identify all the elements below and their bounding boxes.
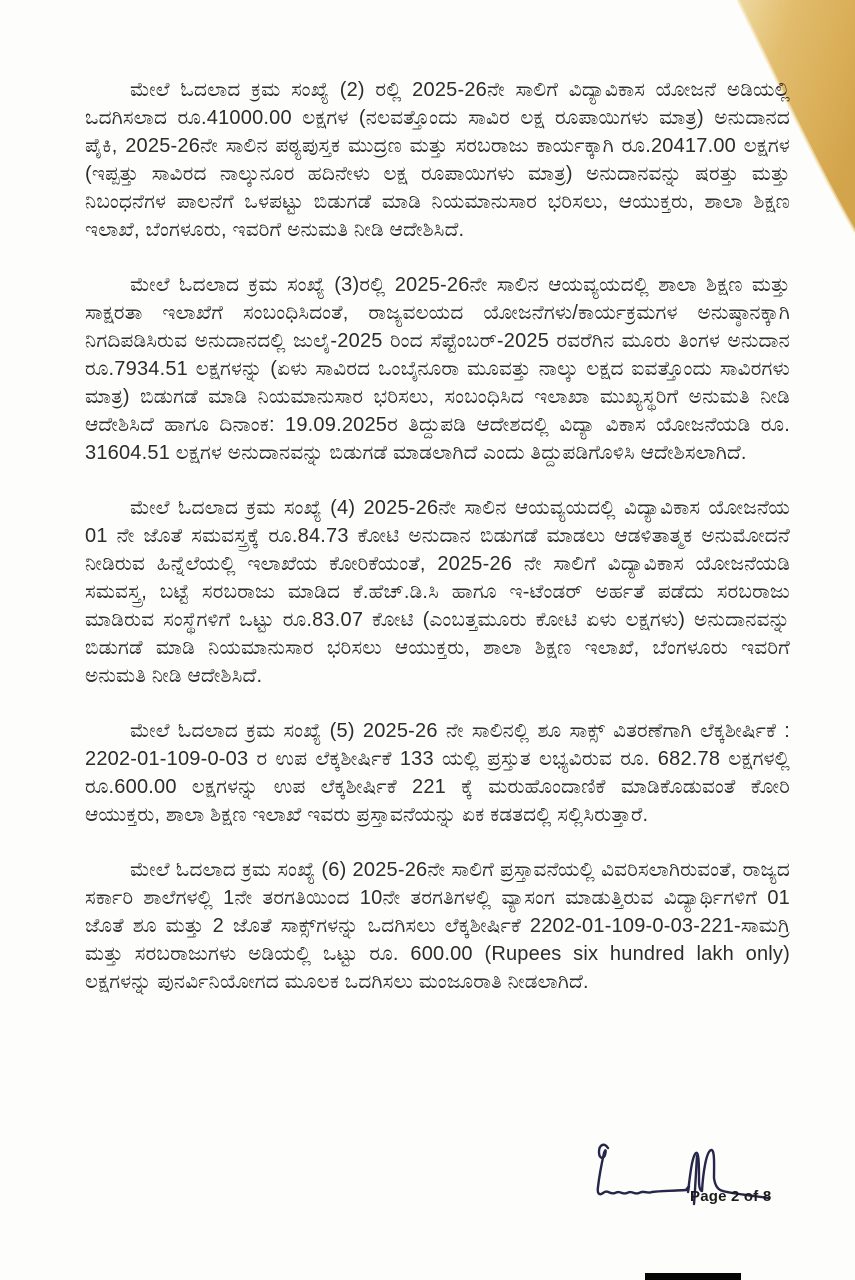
document-body [85, 76, 790, 1023]
scan-artifact-bar [645, 1273, 741, 1280]
paragraph-order-serial-4: ಮೇಲೆ ಓದಲಾದ ಕ್ರಮ ಸಂಖ್ಯೆ (4) 2025-26ನೇ ಸಾಲಿನ ಆಯವ್ಯಯದಲ್ಲಿ ವಿದ್ಯಾವಿಕಾಸ ಯೋಜನೆಯ 01 ನೇ ಜೊತೆ ಸಮವಸ್ತ್ರಕ್ಕೆ ರೂ.84.73 ಕೋಟಿ ಅನುದಾನ ಬಿಡುಗಡೆ ಮಾಡಲು ಆಡಳಿತಾತ್ಮಕ ಅನುಮೋದನೆ ನೀಡಿರುವ ಹಿನ್ನೆಲೆಯಲ್ಲಿ ಇಲಾಖೆಯ ಕೋರಿಕೆಯಂತೆ, 2025-26 ನೇ ಸಾಲಿಗೆ ವಿದ್ಯಾವಿಕಾಸ ಯೋಜನೆಯಡಿ ಸಮವಸ್ತ್ರ, ಬಟ್ಟೆ ಸರಬರಾಜು ಮಾಡಿದ ಕೆ.ಹೆಚ್.ಡಿ.ಸಿ ಹಾಗೂ ಇ-ಟೆಂಡರ್ ಅರ್ಹತೆ ಪಡೆದು ಸರಬರಾಜು ಮಾಡಿರುವ ಸಂಸ್ಥೆಗಳಿಗೆ ಒಟ್ಟು ರೂ.83.07 ಕೋಟಿ (ಎಂಬತ್ತಮೂರು ಕೋಟಿ ಏಳು ಲಕ್ಷಗಳು) ಅನುದಾನವನ್ನು ಬಿಡುಗಡೆ ಮಾಡಿ ನಿಯಮಾನುಸಾರ ಭರಿಸಲು ಆಯುಕ್ತರು, ಶಾಲಾ ಶಿಕ್ಷಣ ಇಲಾಖೆ, ಬೆಂಗಳೂರು ಇವರಿಗೆ ಅನುಮತಿ ನೀಡಿ ಆದೇಶಿಸಿದೆ. [85, 497, 790, 687]
paragraph-order-serial-2: ಮೇಲೆ ಓದಲಾದ ಕ್ರಮ ಸಂಖ್ಯೆ (2) ರಲ್ಲಿ 2025-26ನೇ ಸಾಲಿಗೆ ವಿದ್ಯಾವಿಕಾಸ ಯೋಜನೆ ಅಡಿಯಲ್ಲಿ ಒದಗಿಸಲಾದ ರೂ.41000.00 ಲಕ್ಷಗಳ (ನಲವತ್ತೊಂದು ಸಾವಿರ ಲಕ್ಷ ರೂಪಾಯಿಗಳು ಮಾತ್ರ) ಅನುದಾನದ ಪೈಕಿ, 2025-26ನೇ ಸಾಲಿನ ಪಠ್ಯಪುಸ್ತಕ ಮುದ್ರಣ ಮತ್ತು ಸರಬರಾಜು ಕಾರ್ಯಕ್ಕಾಗಿ ರೂ.20417.00 ಲಕ್ಷಗಳ (ಇಪ್ಪತ್ತು ಸಾವಿರದ ನಾಲ್ಕುನೂರ ಹದಿನೇಳು ಲಕ್ಷ ರೂಪಾಯಿಗಳು ಮಾತ್ರ) ಅನುದಾನವನ್ನು ಷರತ್ತು ಮತ್ತು ನಿಬಂಧನೆಗಳ ಪಾಲನೆಗೆ ಒಳಪಟ್ಟು ಬಿಡುಗಡೆ ಮಾಡಿ ನಿಯಮಾನುಸಾರ ಭರಿಸಲು, ಆಯುಕ್ತರು, ಶಾಲಾ ಶಿಕ್ಷಣ ಇಲಾಖೆ, ಬೆಂಗಳೂರು, ಇವರಿಗೆ ಅನುಮತಿ ನೀಡಿ ಆದೇಶಿಸಿದೆ. [85, 79, 790, 241]
paragraph-order-serial-6: ಮೇಲೆ ಓದಲಾದ ಕ್ರಮ ಸಂಖ್ಯೆ (6) 2025-26ನೇ ಸಾಲಿಗೆ ಪ್ರಸ್ತಾವನೆಯಲ್ಲಿ ವಿವರಿಸಲಾಗಿರುವಂತೆ, ರಾಜ್ಯದ ಸರ್ಕಾರಿ ಶಾಲೆಗಳಲ್ಲಿ 1ನೇ ತರಗತಿಯಿಂದ 10ನೇ ತರಗತಿಗಳಲ್ಲಿ ವ್ಯಾಸಂಗ ಮಾಡುತ್ತಿರುವ ವಿದ್ಯಾರ್ಥಿಗಳಿಗೆ 01 ಜೊತೆ ಶೂ ಮತ್ತು 2 ಜೊತೆ ಸಾಕ್ಸ್‌ಗಳನ್ನು ಒದಗಿಸಲು ಲೆಕ್ಕಶೀರ್ಷಿಕೆ 2202-01-109-0-03-221-ಸಾಮಗ್ರಿ ಮತ್ತು ಸರಬರಾಜುಗಳು ಅಡಿಯಲ್ಲಿ ಒಟ್ಟು ರೂ. 600.00 (Rupees six hundred lakh only) ಲಕ್ಷಗಳನ್ನು ಪುನರ್ವಿನಿಯೋಗದ ಮೂಲಕ ಒದಗಿಸಲು ಮಂಜೂರಾತಿ ನೀಡಲಾಗಿದೆ. [85, 859, 790, 993]
paragraph-order-serial-5: ಮೇಲೆ ಓದಲಾದ ಕ್ರಮ ಸಂಖ್ಯೆ (5) 2025-26 ನೇ ಸಾಲಿನಲ್ಲಿ ಶೂ ಸಾಕ್ಸ್ ವಿತರಣೆಗಾಗಿ ಲೆಕ್ಕಶೀರ್ಷಿಕೆ : 2202-01-109-0-03 ರ ಉಪ ಲೆಕ್ಕಶೀರ್ಷಿಕೆ 133 ಯಲ್ಲಿ ಪ್ರಸ್ತುತ ಲಭ್ಯವಿರುವ ರೂ. 682.78 ಲಕ್ಷಗಳಲ್ಲಿ ರೂ.600.00 ಲಕ್ಷಗಳನ್ನು ಉಪ ಲೆಕ್ಕಶೀರ್ಷಿಕೆ 221 ಕ್ಕೆ ಮರುಹೊಂದಾಣಿಕೆ ಮಾಡಿಕೊಡುವಂತೆ ಕೋರಿ ಆಯುಕ್ತರು, ಶಾಲಾ ಶಿಕ್ಷಣ ಇಲಾಖೆ ಇವರು ಪ್ರಸ್ತಾವನೆಯನ್ನು ಏಕ ಕಡತದಲ್ಲಿ ಸಲ್ಲಿಸಿರುತ್ತಾರೆ. [85, 720, 790, 826]
paragraph-order-serial-3: ಮೇಲೆ ಓದಲಾದ ಕ್ರಮ ಸಂಖ್ಯೆ (3)ರಲ್ಲಿ 2025-26ನೇ ಸಾಲಿನ ಆಯವ್ಯಯದಲ್ಲಿ ಶಾಲಾ ಶಿಕ್ಷಣ ಮತ್ತು ಸಾಕ್ಷರತಾ ಇಲಾಖೆಗೆ ಸಂಬಂಧಿಸಿದಂತೆ, ರಾಜ್ಯವಲಯದ ಯೋಜನೆಗಳು/ಕಾರ್ಯಕ್ರಮಗಳ ಅನುಷ್ಠಾನಕ್ಕಾಗಿ ನಿಗದಿಪಡಿಸಿರುವ ಅನುದಾನದಲ್ಲಿ ಜುಲೈ-2025 ರಿಂದ ಸೆಪ್ಟೆಂಬರ್-2025 ರವರೆಗಿನ ಮೂರು ತಿಂಗಳ ಅನುದಾನ ರೂ.7934.51 ಲಕ್ಷಗಳನ್ನು (ಏಳು ಸಾವಿರದ ಒಂಬೈನೂರಾ ಮೂವತ್ತು ನಾಲ್ಕು ಲಕ್ಷದ ಐವತ್ತೊಂದು ಸಾವಿರಗಳು ಮಾತ್ರ) ಬಿಡುಗಡೆ ಮಾಡಿ ನಿಯಮಾನುಸಾರ ಭರಿಸಲು, ಸಂಬಂಧಿಸಿದ ಇಲಾಖಾ ಮುಖ್ಯಸ್ಥರಿಗೆ ಅನುಮತಿ ನೀಡಿ ಆದೇಶಿಸಿದೆ ಹಾಗೂ ದಿನಾಂಕ: 19.09.2025ರ ತಿದ್ದುಪಡಿ ಆದೇಶದಲ್ಲಿ ವಿದ್ಯಾ ವಿಕಾಸ ಯೋಜನೆಯಡಿ ರೂ. 31604.51 ಲಕ್ಷಗಳ ಅನುದಾನವನ್ನು ಬಿಡುಗಡೆ ಮಾಡಲಾಗಿದೆ ಎಂದು ತಿದ್ದುಪಡಿಗೊಳಿಸಿ ಆದೇಶಿಸಲಾಗಿದೆ. [85, 274, 790, 464]
page-number-label: Page 2 of 8 [690, 1188, 772, 1205]
